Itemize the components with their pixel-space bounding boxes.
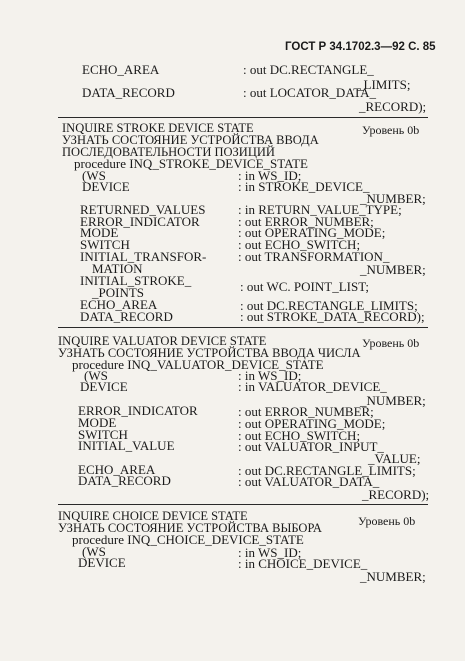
param-type: : out VALUATOR_INPUT_ [238,439,384,454]
param-type: : in RETURN_VALUE_TYPE; [238,202,402,217]
section-title-ru: УЗНАТЬ СОСТОЯНИЕ УСТРОЙСТВА ВВОДА [62,133,319,147]
param-name: DATA_RECORD [82,85,175,100]
param-name: (WS [82,544,106,559]
param-type-continuation: _NUMBER; [360,569,426,584]
param-name: SWITCH [80,237,130,252]
param-name: ECHO_AREA [82,62,160,77]
level-label: Уровень 0b [362,123,420,137]
page-header: ГОСТ Р 34.1702.3—92 С. 85 [285,41,436,53]
param-type: : out OPERATING_MODE; [238,416,386,431]
param-type: : out TRANSFORMATION_ [238,249,390,264]
param-type: : out DC.RECTANGLE_ [243,62,374,77]
param-type: : in CHOICE_DEVICE_ [238,556,368,571]
section-title-ru: УЗНАТЬ СОСТОЯНИЕ УСТРОЙСТВА ВВОДА ЧИСЛА [58,346,361,360]
param-type: : in STROKE_DEVICE_ [238,179,370,194]
param-name: DATA_RECORD [78,473,171,488]
level-label: Уровень 0b [358,514,416,528]
param-name: MODE [80,225,119,240]
section-title-ru: УЗНАТЬ СОСТОЯНИЕ УСТРОЙСТВА ВЫБОРА [58,521,322,535]
param-type: : out ERROR_NUMBER; [238,214,374,229]
param-type: : out ECHO_SWITCH; [238,428,361,443]
section-title-en: INQUIRE CHOICE DEVICE STATE [58,509,248,523]
param-type: : in WS_ID; [238,545,302,560]
param-name: RETURNED_VALUES [80,202,206,217]
param-type-continuation: _RECORD); [362,487,430,502]
param-name: DEVICE [80,379,128,394]
param-type: : out DC.RECTANGLE_LIMITS; [240,298,418,313]
param-name: INITIAL_TRANSFOR- [80,249,207,264]
param-name-continuation: _POINTS [92,285,145,300]
param-name: INITIAL_VALUE [78,438,175,453]
param-name-continuation: MATION [92,261,143,276]
param-type-continuation: _RECORD); [359,99,427,114]
param-type-continuation: _NUMBER; [360,393,426,408]
param-name: MODE [78,415,117,430]
param-type: : out VALUATOR_DATA_ [238,474,380,489]
param-name: (WS [84,368,108,383]
param-name: (WS [82,168,106,183]
section-title-ru: ПОСЛЕДОВАТЕЛЬНОСТИ ПОЗИЦИЙ [62,145,275,159]
param-type: : out ECHO_SWITCH; [238,237,361,252]
param-type-continuation: _NUMBER; [360,262,426,277]
param-type: : out LOCATOR_DATA_ [243,85,377,100]
procedure-signature: procedure INQ_STROKE_DEVICE_STATE [74,156,308,171]
procedure-signature: procedure INQ_CHOICE_DEVICE_STATE [72,532,304,547]
param-type: : in VALUATOR_DEVICE_ [238,379,387,394]
param-type-continuation: _VALUE; [368,451,421,466]
param-name: DEVICE [82,179,130,194]
param-type-continuation: _LIMITS; [357,77,411,92]
param-type: : in WS_ID; [238,168,302,183]
section-title-en: INQUIRE VALUATOR DEVICE STATE [58,334,267,348]
section-title-en: INQUIRE STROKE DEVICE STATE [62,121,254,135]
param-type: : out DC.RECTANGLE_LIMITS; [238,463,416,478]
param-type: : out ERROR_NUMBER; [238,404,374,419]
param-type: : out STROKE_DATA_RECORD); [240,309,425,324]
param-name: ERROR_INDICATOR [80,214,200,229]
param-name: ECHO_AREA [78,462,156,477]
param-type: : out OPERATING_MODE; [238,225,386,240]
param-type-continuation: _NUMBER; [360,191,426,206]
param-name: ERROR_INDICATOR [78,403,198,418]
section-divider [58,117,428,118]
param-name: DEVICE [78,555,126,570]
param-type: : out WC. POINT_LIST; [240,279,370,294]
section-divider [58,327,428,328]
param-name: ECHO_AREA [80,297,158,312]
section-divider [58,504,428,505]
procedure-signature: procedure INQ_VALUATOR_DEVICE_STATE [72,357,324,372]
param-name: INITIAL_STROKE_ [80,273,192,288]
param-type: : in WS_ID; [238,368,302,383]
param-name: DATA_RECORD [80,309,173,324]
param-name: SWITCH [78,427,128,442]
level-label: Уровень 0b [362,336,420,350]
